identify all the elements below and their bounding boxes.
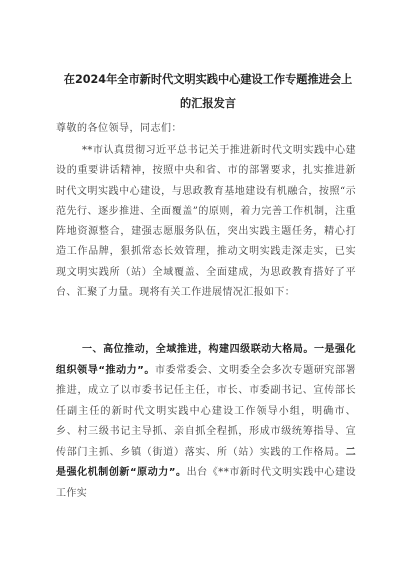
- point-one-heading: 一是强化组织领导“推动力”。: [56, 344, 356, 376]
- point-two-heading: 二是强化机制创新“原动力”。: [56, 446, 356, 478]
- document-title: 在2024年全市新时代文明实践中心建设工作专题推进会上的汇报发言: [63, 73, 353, 110]
- intro-paragraph: **市认真贯彻习近平总书记关于推进新时代文明实践中心建设的重要讲话精神，按照中央和省、市的部署要求，扎实推进新时代文明实践中心建设，与思政教育基地建设有机融合，按照“示范先行、逐步推进、全面覆盖”的原则，着力完善工作机制，注重阵地资源整合，建强志愿服务队伍，突出实践主题任务，精心打造工作品牌，狠抓常态长效管理，推动文明实践走深走实，已实现文明实践所（站）全域覆盖、全面建成，为思政教育搭好了平台、汇聚了力量。现将有关工作进展情况汇报如下：: [56, 145, 356, 299]
- point-one-text: 市委常委会、文明委全会多次专题研究部署推进，成立了以市委书记任主任，市长、市委副书记、宣传部长任副主任的新时代文明实践中心建设工作领导小组，明确市、乡、村三级书记主导抓、亲自抓全程抓，形成市级统筹指导、宣传部门主抓、乡镇（街道）落实、所（站）实践的工作格局。: [56, 364, 356, 458]
- section-one-heading: 一、高位推动，全域推进，构建四级联动大格局。: [82, 344, 314, 355]
- salutation: 尊敬的各位领导，同志们：: [56, 123, 182, 134]
- section-one-paragraph: [56, 340, 356, 504]
- point-two-text: 出台《**市新时代文明实践中心建设工作实: [56, 467, 356, 499]
